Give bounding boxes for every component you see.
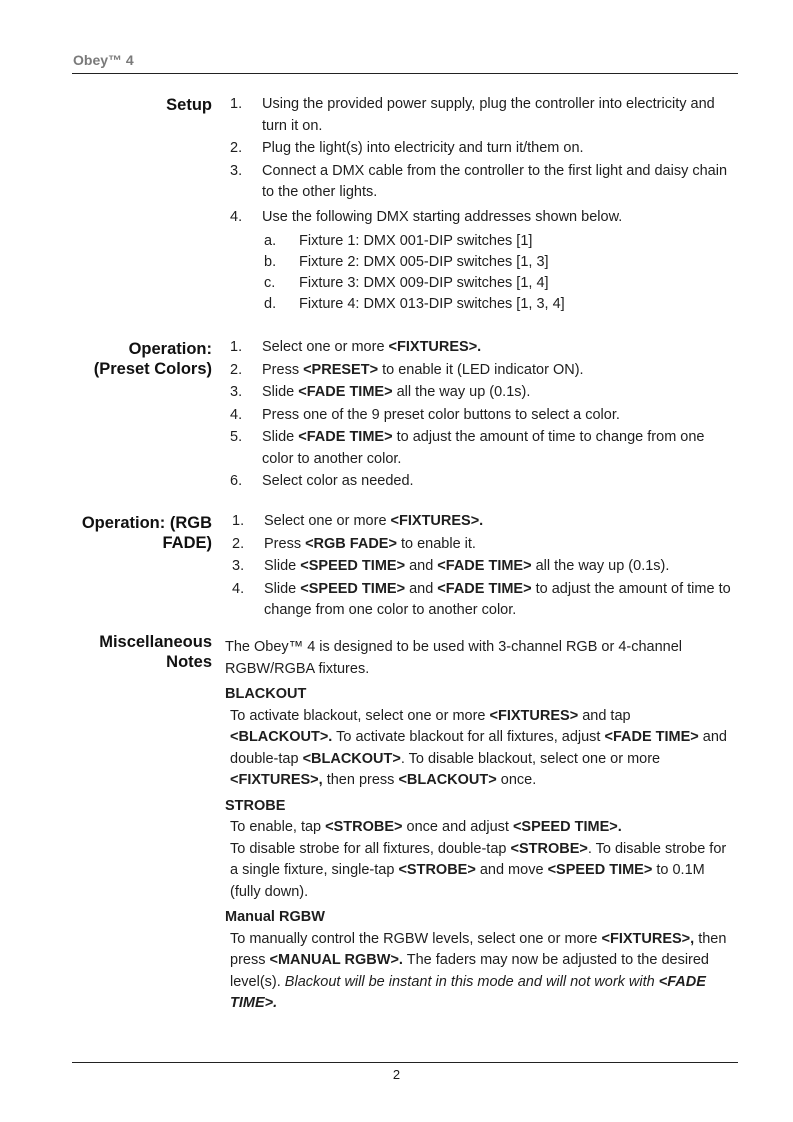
strobe-enable-text: To enable, tap <STROBE> once and adjust <SPEED TIME>. bbox=[230, 819, 622, 835]
setup-section bbox=[226, 94, 731, 316]
dmx-address-item: b. Fixture 2: DMX 005-DIP switches [1, 3] bbox=[264, 254, 549, 270]
rgb-fade-heading: Operation: (RGB FADE) bbox=[81, 514, 212, 552]
document-header-title: Obey™ 4 bbox=[73, 52, 134, 68]
preset-step: 4. Press one of the 9 preset color buttons to select a color. bbox=[230, 406, 620, 423]
blackout-body: To activate blackout, select one or more <FIXTURES> and tap <BLACKOUT>. To activate blackout for all fixtures, adjust <FADE TIME> and double-tap <BLACKOUT>. To disable blackout, select one or more <FIXTURES>, then press <BLACKOUT> once. bbox=[230, 707, 727, 788]
preset-colors-heading: Operation: (Preset Colors) bbox=[93, 340, 212, 378]
rgb-fade-step: 1. Select one or more <FIXTURES>. bbox=[232, 513, 484, 529]
header-rule bbox=[72, 73, 738, 74]
preset-step: 3. Slide <FADE TIME> all the way up (0.1s). bbox=[230, 384, 531, 400]
setup-heading-text: Setup bbox=[166, 96, 212, 114]
strobe-title: STROBE bbox=[225, 797, 286, 814]
preset-colors-steps bbox=[226, 337, 731, 493]
rgb-fade-steps bbox=[228, 511, 733, 622]
blackout-title: BLACKOUT bbox=[225, 686, 307, 702]
page-number: 2 bbox=[392, 1067, 401, 1082]
dmx-address-list bbox=[262, 231, 731, 315]
dmx-address-item: c. Fixture 3: DMX 009-DIP switches [1, 4] bbox=[264, 275, 549, 291]
manual-rgbw-title: Manual RGBW bbox=[225, 909, 325, 925]
rgb-fade-step: 4. Slide <SPEED TIME> and <FADE TIME> to adjust the amount of time to change from one color to another color. bbox=[232, 580, 731, 618]
rgb-fade-section bbox=[228, 511, 733, 623]
rgb-fade-step: 3. Slide <SPEED TIME> and <FADE TIME> all the way up (0.1s). bbox=[232, 558, 670, 574]
strobe-disable-text: To disable strobe for all fixtures, double-tap <STROBE>. To disable strobe for a single fixture, single-tap <STROBE> and move <SPEED TIME> to 0.1M (fully down). bbox=[230, 840, 727, 900]
setup-step: 3. Connect a DMX cable from the controller to the first light and daisy chain to the other lights. bbox=[230, 162, 728, 200]
footer-rule bbox=[72, 1062, 738, 1063]
setup-step: 1. Using the provided power supply, plug the controller into electricity and turn it on. bbox=[230, 96, 715, 134]
preset-step: 6. Select color as needed. bbox=[230, 473, 414, 489]
dmx-address-item: d. Fixture 4: DMX 013-DIP switches [1, 3, 4] bbox=[264, 296, 565, 312]
manual-rgbw-body: To manually control the RGBW levels, select one or more <FIXTURES>, then press <MANUAL RGBW>. The faders may now be adjusted to the desired level(s). Blackout will be instant in this mode and will not work with <FADE TIME>. bbox=[230, 930, 727, 1011]
misc-notes-section bbox=[225, 637, 735, 1015]
preset-colors-section bbox=[226, 337, 731, 494]
dmx-address-item: a. Fixture 1: DMX 001-DIP switches [1] bbox=[264, 233, 533, 249]
preset-step: 5. Slide <FADE TIME> to adjust the amount of time to change from one color to another color. bbox=[230, 429, 705, 467]
rgb-fade-step: 2. Press <RGB FADE> to enable it. bbox=[232, 535, 476, 552]
setup-step: 2. Plug the light(s) into electricity and turn it/them on. bbox=[230, 140, 584, 156]
misc-notes-heading: Miscellaneous Notes bbox=[99, 633, 212, 671]
strobe-body bbox=[225, 817, 735, 903]
preset-step: 1. Select one or more <FIXTURES>. bbox=[230, 339, 482, 355]
setup-step: 4. Use the following DMX starting addresses shown below. a. Fixture 1: DMX 001-DIP switches [1] b. Fixture 2: DMX 005-DIP switches [1, 3] c. Fixture 3: DMX 009-DIP switches [1, 4] d. Fixture 4: DMX 013-DIP switches [1, 3, 4] bbox=[226, 207, 731, 316]
setup-steps bbox=[226, 94, 731, 315]
setup-heading bbox=[166, 95, 212, 115]
misc-intro: The Obey™ 4 is designed to be used with 3-channel RGB or 4-channel RGBW/RGBA fixtures. bbox=[225, 639, 683, 677]
preset-step: 2. Press <PRESET> to enable it (LED indicator ON). bbox=[230, 361, 584, 378]
